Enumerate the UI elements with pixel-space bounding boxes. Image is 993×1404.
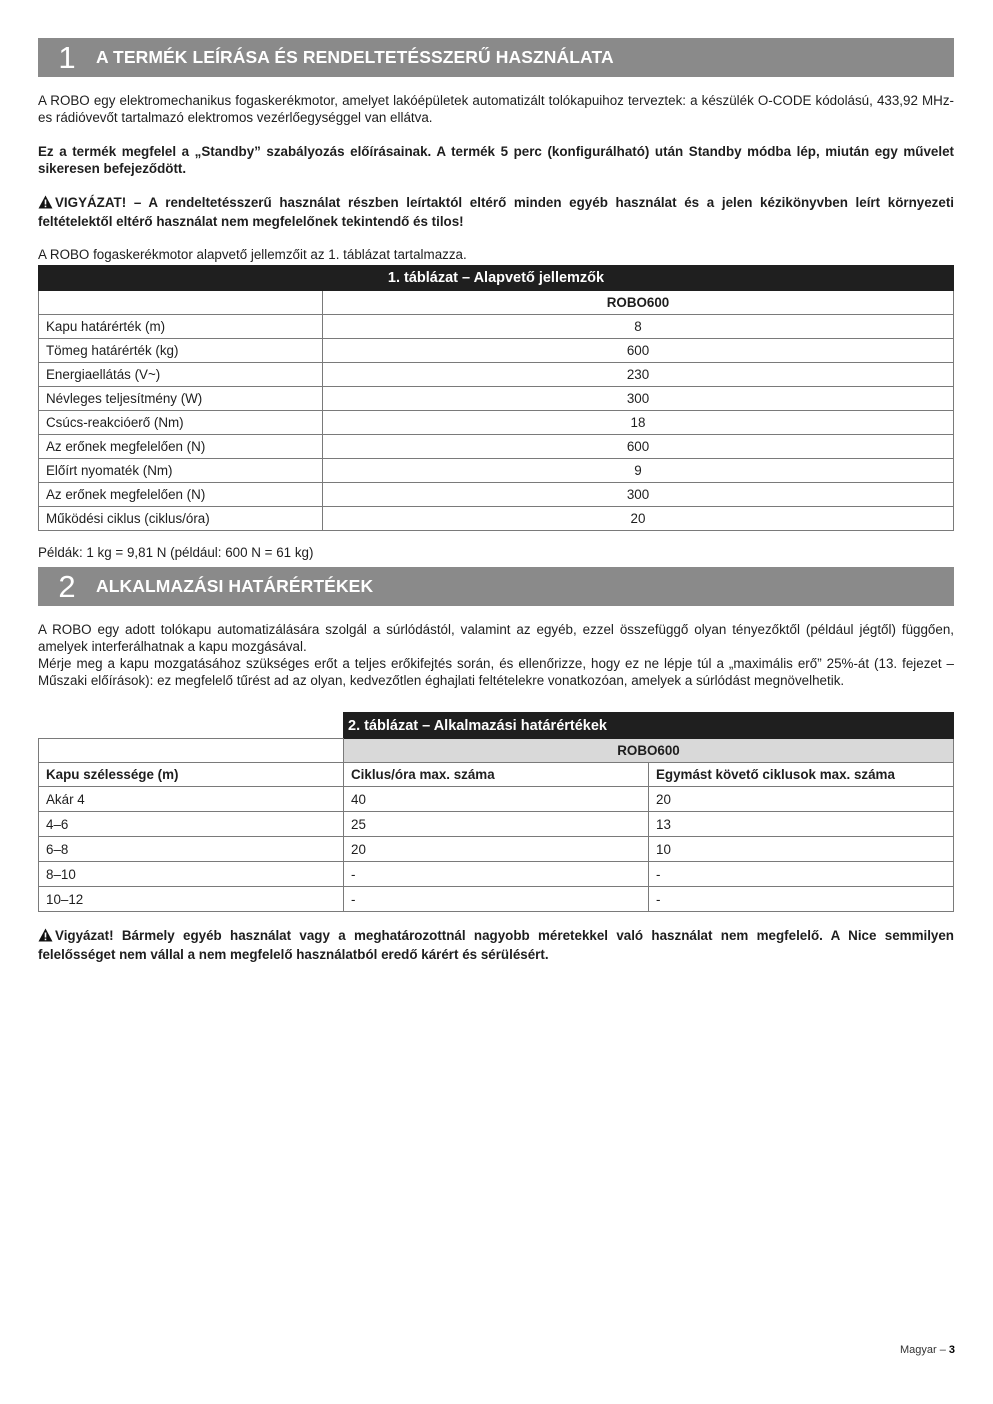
table-row	[39, 363, 954, 387]
conversion-note: Példák: 1 kg = 9,81 N (például: 600 N = 61 kg)	[38, 545, 314, 560]
table-cell: 10–12	[39, 887, 344, 912]
row-value: 230	[323, 363, 954, 387]
warning-triangle-icon	[38, 928, 53, 946]
row-value: 20	[323, 507, 954, 531]
model-header: ROBO600	[323, 291, 954, 315]
column-header: Egymást követő ciklusok max. száma	[649, 763, 954, 787]
empty-cell	[39, 739, 344, 763]
column-header: Ciklus/óra max. száma	[344, 763, 649, 787]
table-row	[39, 315, 954, 339]
table-row	[39, 387, 954, 411]
final-warning-text: Vigyázat! Bármely egyéb használat vagy a meghatározottnál nagyobb méretekkel való használat nem megfelelő. A Nice semmilyen felelősséget nem vállal a nem megfelelő használatból eredő kárért és sérülésért.	[38, 928, 954, 962]
table-1-model-row	[39, 291, 954, 315]
table-cell: -	[344, 887, 649, 912]
table-cell: -	[649, 862, 954, 887]
table-cell: 6–8	[39, 837, 344, 862]
table-cell: 13	[649, 812, 954, 837]
row-label: Működési ciklus (ciklus/óra)	[39, 507, 323, 531]
section-title: A TERMÉK LEÍRÁSA ÉS RENDELTETÉSSZERŰ HASZNÁLATA	[96, 47, 614, 67]
page-number: 3	[948, 1344, 955, 1356]
table-2	[38, 712, 954, 912]
row-value: 600	[323, 339, 954, 363]
warning-text: VIGYÁZAT! – A rendeltetésszerű használat részben leírtaktól eltérő minden egyéb használat és a jelen kézikönyvben leírt környezeti feltételektől eltérő használat nem megfelelőnek tekintendő és tilos!	[38, 195, 954, 229]
warning-paragraph	[38, 194, 954, 230]
row-label: Csúcs-reakcióerő (Nm)	[39, 411, 323, 435]
table-cell: -	[344, 862, 649, 887]
table-1-title: 1. táblázat – Alapvető jellemzők	[39, 266, 954, 291]
row-value: 9	[323, 459, 954, 483]
section-number: 2	[58, 569, 76, 604]
row-value: 300	[323, 483, 954, 507]
table-cell: 20	[649, 787, 954, 812]
footer-language: Magyar –	[899, 1344, 946, 1356]
section-2-paragraph-1: A ROBO egy adott tolókapu automatizálására szolgál a súrlódástól, valamint az egyéb, ezzel összefüggő olyan tényezőktől (például jégtől) függően, amelyek interferálhatnak a kapu mozgásával.	[38, 622, 954, 654]
table-row	[39, 411, 954, 435]
section-2-header	[38, 567, 954, 606]
table-row	[39, 435, 954, 459]
row-label: Kapu határérték (m)	[39, 315, 323, 339]
table-cell: 40	[344, 787, 649, 812]
row-label: Tömeg határérték (kg)	[39, 339, 323, 363]
standby-paragraph: Ez a termék megfelel a „Standby” szabályozás előírásainak. A termék 5 perc (konfigurálható) után Standby módba lép, miután egy művelet sikeresen befejeződött.	[38, 144, 954, 176]
row-value: 300	[323, 387, 954, 411]
intro-paragraph: A ROBO egy elektromechanikus fogaskerékmotor, amelyet lakóépületek automatizált tolókapuihoz terveztek: a készülék O-CODE kódolású, 433,92 MHz-es rádióvevőt tartalmazó elektromos vezérlőegységgel van ellátva.	[38, 93, 954, 125]
table-row	[39, 837, 954, 862]
table-cell: 20	[344, 837, 649, 862]
page	[38, 38, 954, 963]
row-value: 8	[323, 315, 954, 339]
section-title: ALKALMAZÁSI HATÁRÉRTÉKEK	[96, 576, 374, 596]
table-cell: Akár 4	[39, 787, 344, 812]
row-value: 18	[323, 411, 954, 435]
row-label: Névleges teljesítmény (W)	[39, 387, 323, 411]
table-cell: 25	[344, 812, 649, 837]
table-cell: 10	[649, 837, 954, 862]
table-1	[38, 265, 954, 531]
table-2-title-row	[39, 713, 954, 739]
table-cell: -	[649, 887, 954, 912]
row-label: Az erőnek megfelelően (N)	[39, 483, 323, 507]
row-label: Energiaellátás (V~)	[39, 363, 323, 387]
table-row	[39, 459, 954, 483]
page-footer	[900, 1344, 955, 1356]
empty-cell	[39, 291, 323, 315]
section-1-header	[38, 38, 954, 77]
table-row	[39, 862, 954, 887]
column-header: Kapu szélessége (m)	[39, 763, 344, 787]
warning-triangle-icon	[38, 195, 53, 213]
table-intro: A ROBO fogaskerékmotor alapvető jellemzőit az 1. táblázat tartalmazza.	[38, 247, 467, 262]
table-cell: 4–6	[39, 812, 344, 837]
table-2-header-row	[39, 763, 954, 787]
row-value: 600	[323, 435, 954, 459]
table-row	[39, 483, 954, 507]
table-row	[39, 887, 954, 912]
table-2-model-row	[39, 739, 954, 763]
row-label: Előírt nyomaték (Nm)	[39, 459, 323, 483]
empty-cell	[39, 713, 344, 739]
table-row	[39, 787, 954, 812]
table-2-title: 2. táblázat – Alkalmazási határértékek	[344, 713, 954, 739]
table-1-title-row	[39, 266, 954, 291]
table-row	[39, 812, 954, 837]
section-2-paragraph-2: Mérje meg a kapu mozgatásához szükséges erőt a teljes erőkifejtés során, és ellenőrizze, hogy ez ne lépje túl a „maximális erő” 25%-át (13. fejezet – Műszaki előírások): ez megfelelő tűrést ad az olyan, kedvezőtlen éghajlati feltételekre vonatkozóan, amelyek a súrlódást megnövelhetik.	[38, 656, 954, 688]
table-cell: 8–10	[39, 862, 344, 887]
model-header: ROBO600	[344, 739, 954, 763]
table-row	[39, 339, 954, 363]
table-row	[39, 507, 954, 531]
final-warning-paragraph	[38, 927, 954, 963]
section-number: 1	[58, 40, 76, 75]
row-label: Az erőnek megfelelően (N)	[39, 435, 323, 459]
